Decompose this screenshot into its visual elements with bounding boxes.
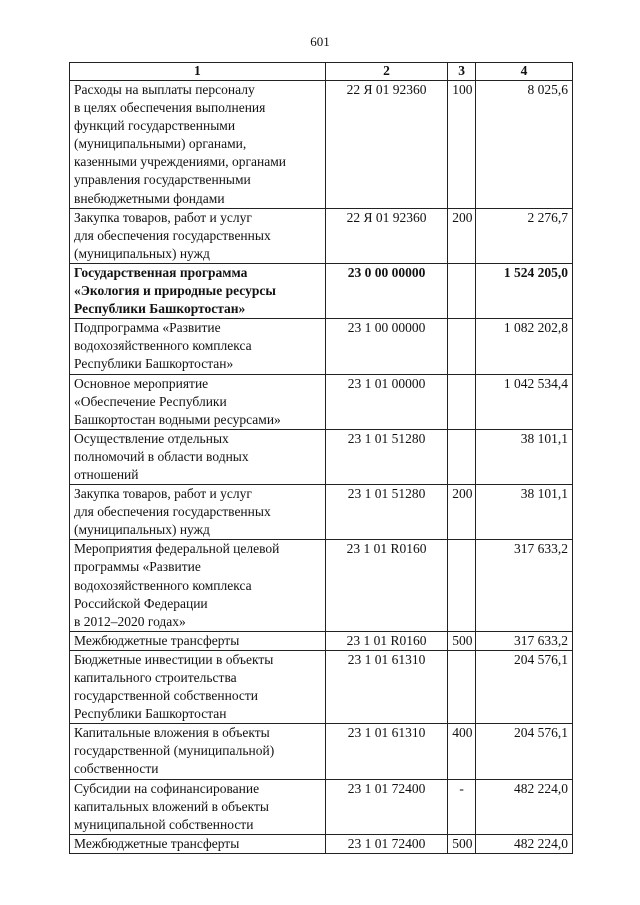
- row-name-cell: Бюджетные инвестиции в объекты капитального строительства государственной собственности Республики Башкортостан: [70, 650, 326, 723]
- row-amount-cell: 204 576,1: [476, 650, 573, 723]
- table-row: [70, 631, 573, 650]
- row-code-cell: 23 1 01 R0160: [325, 540, 448, 631]
- table-row: [70, 540, 573, 631]
- row-code-cell: 22 Я 01 92360: [325, 81, 448, 209]
- row-code-cell: 23 1 01 61310: [325, 650, 448, 723]
- row-amount-cell: 482 224,0: [476, 779, 573, 834]
- row-name-cell: Капитальные вложения в объекты государственной (муниципальной) собственности: [70, 724, 326, 779]
- row-name-cell: Закупка товаров, работ и услуг для обеспечения государственных (муниципальных) нужд: [70, 208, 326, 263]
- row-type-cell: 100: [448, 81, 476, 209]
- page-number: 601: [310, 34, 330, 49]
- table-row: [70, 779, 573, 834]
- row-name-cell: Осуществление отдельных полномочий в области водных отношений: [70, 429, 326, 484]
- column-header-1: 1: [70, 63, 326, 81]
- row-code-cell: 23 1 01 72400: [325, 834, 448, 853]
- table-row: [70, 374, 573, 429]
- row-type-cell: 400: [448, 724, 476, 779]
- row-code-cell: 23 1 00 00000: [325, 319, 448, 374]
- table-row: [70, 485, 573, 540]
- row-code-cell: 23 1 01 51280: [325, 485, 448, 540]
- column-header-3: 3: [448, 63, 476, 81]
- row-name-cell: Основное мероприятие «Обеспечение Республики Башкортостан водными ресурсами»: [70, 374, 326, 429]
- row-type-cell: 500: [448, 631, 476, 650]
- table-row: [70, 81, 573, 209]
- table-row: [70, 208, 573, 263]
- row-amount-cell: 482 224,0: [476, 834, 573, 853]
- row-name-cell: Расходы на выплаты персоналу в целях обеспечения выполнения функций государственными (муниципальными) органами, казенными учреждениями, органами управления государственными внебюджетными фондами: [70, 81, 326, 209]
- row-type-cell: -: [448, 779, 476, 834]
- row-code-cell: 22 Я 01 92360: [325, 208, 448, 263]
- table-row: [70, 319, 573, 374]
- column-header-2: 2: [325, 63, 448, 81]
- row-name-cell: Субсидии на софинансирование капитальных вложений в объекты муниципальной собственности: [70, 779, 326, 834]
- row-amount-cell: 38 101,1: [476, 485, 573, 540]
- row-code-cell: 23 0 00 00000: [325, 263, 448, 318]
- table-row: [70, 429, 573, 484]
- row-type-cell: [448, 263, 476, 318]
- row-amount-cell: 1 524 205,0: [476, 263, 573, 318]
- row-name-cell: Подпрограмма «Развитие водохозяйственного комплекса Республики Башкортостан»: [70, 319, 326, 374]
- row-type-cell: [448, 429, 476, 484]
- row-type-cell: [448, 319, 476, 374]
- row-type-cell: 200: [448, 485, 476, 540]
- table-row: [70, 834, 573, 853]
- row-type-cell: 500: [448, 834, 476, 853]
- row-type-cell: 200: [448, 208, 476, 263]
- row-code-cell: 23 1 01 61310: [325, 724, 448, 779]
- row-amount-cell: 204 576,1: [476, 724, 573, 779]
- row-name-cell: Государственная программа «Экология и природные ресурсы Республики Башкортостан»: [70, 263, 326, 318]
- table-header-row: [70, 63, 573, 81]
- table-row: [70, 724, 573, 779]
- row-amount-cell: 2 276,7: [476, 208, 573, 263]
- row-amount-cell: 317 633,2: [476, 540, 573, 631]
- row-amount-cell: 8 025,6: [476, 81, 573, 209]
- budget-table: [69, 62, 573, 854]
- row-code-cell: 23 1 01 R0160: [325, 631, 448, 650]
- column-header-4: 4: [476, 63, 573, 81]
- row-name-cell: Закупка товаров, работ и услуг для обеспечения государственных (муниципальных) нужд: [70, 485, 326, 540]
- row-type-cell: [448, 374, 476, 429]
- row-amount-cell: 1 042 534,4: [476, 374, 573, 429]
- row-type-cell: [448, 650, 476, 723]
- row-amount-cell: 317 633,2: [476, 631, 573, 650]
- row-name-cell: Межбюджетные трансферты: [70, 834, 326, 853]
- row-code-cell: 23 1 01 00000: [325, 374, 448, 429]
- row-name-cell: Мероприятия федеральной целевой программы «Развитие водохозяйственного комплекса Российской Федерации в 2012–2020 годах»: [70, 540, 326, 631]
- row-name-cell: Межбюджетные трансферты: [70, 631, 326, 650]
- row-amount-cell: 38 101,1: [476, 429, 573, 484]
- row-code-cell: 23 1 01 72400: [325, 779, 448, 834]
- row-amount-cell: 1 082 202,8: [476, 319, 573, 374]
- row-code-cell: 23 1 01 51280: [325, 429, 448, 484]
- table-row: [70, 263, 573, 318]
- row-type-cell: [448, 540, 476, 631]
- table-row: [70, 650, 573, 723]
